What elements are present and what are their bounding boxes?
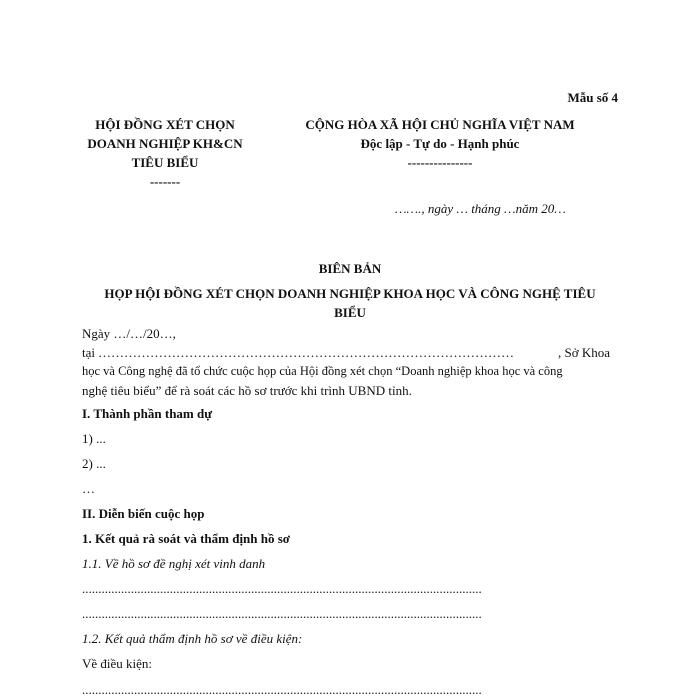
national-header (275, 115, 605, 172)
intro-line1-dots: …………………………………………………………………………………… (98, 345, 514, 360)
intro-date: Ngày …/…/20…, (82, 326, 176, 341)
dotted-line: ........................................................................................................................... (82, 682, 482, 697)
subsection-1-2-heading: 1.2. Kết quả thẩm định hồ sơ về điều kiện: (82, 631, 303, 646)
intro-line1-left: tại (82, 345, 95, 360)
participant-item: … (82, 481, 95, 496)
title-line-2: HỌP HỘI ĐỒNG XÉT CHỌN DOANH NGHIỆP KHOA HỌC VÀ CÔNG NGHỆ TIÊU (104, 286, 596, 301)
document-title (70, 259, 630, 322)
dotted-line: ........................................................................................................................... (82, 606, 482, 621)
section-1-heading: I. Thành phần tham dự (82, 406, 213, 421)
conditions-label: Về điều kiện: (82, 656, 153, 671)
intro-line-3: nghệ tiêu biểu” để rà soát các hồ sơ trước khi trình UBND tỉnh. (82, 383, 412, 398)
nation-line-2: Độc lập - Tự do - Hạnh phúc (360, 136, 520, 151)
issuer-block (70, 115, 260, 191)
issuer-line-2: DOANH NGHIỆP KH&CN (87, 136, 243, 151)
intro-line1-right: , Sở Khoa (557, 345, 610, 360)
date-line: ……., ngày … tháng …năm 20… (395, 201, 566, 216)
intro-line-2: học và Công nghệ đã tổ chức cuộc họp của Hội đồng xét chọn “Doanh nghiệp khoa học và công (82, 364, 563, 378)
subsection-1-heading: 1. Kết quả rà soát và thẩm định hồ sơ (82, 531, 291, 546)
title-line-1: BIÊN BẢN (318, 261, 382, 276)
nation-line-1: CỘNG HÒA XÃ HỘI CHỦ NGHĨA VIỆT NAM (305, 117, 575, 132)
form-number: Mẫu số 4 (567, 90, 618, 105)
participant-item: 1) ... (82, 431, 106, 446)
nation-rule: --------------- (407, 155, 473, 170)
title-line-3: BIỂU (334, 305, 366, 320)
intro-line-1 (82, 345, 610, 361)
issuer-rule: ------- (149, 174, 181, 189)
issuer-line-1: HỘI ĐỒNG XÉT CHỌN (95, 117, 235, 132)
issuer-line-3: TIÊU BIỂU (131, 155, 199, 170)
participant-item: 2) ... (82, 456, 106, 471)
subsection-1-1-heading: 1.1. Về hồ sơ đề nghị xét vinh danh (82, 556, 266, 571)
dotted-line: ........................................................................................................................... (82, 581, 482, 596)
section-2-heading: II. Diễn biến cuộc họp (82, 506, 205, 521)
